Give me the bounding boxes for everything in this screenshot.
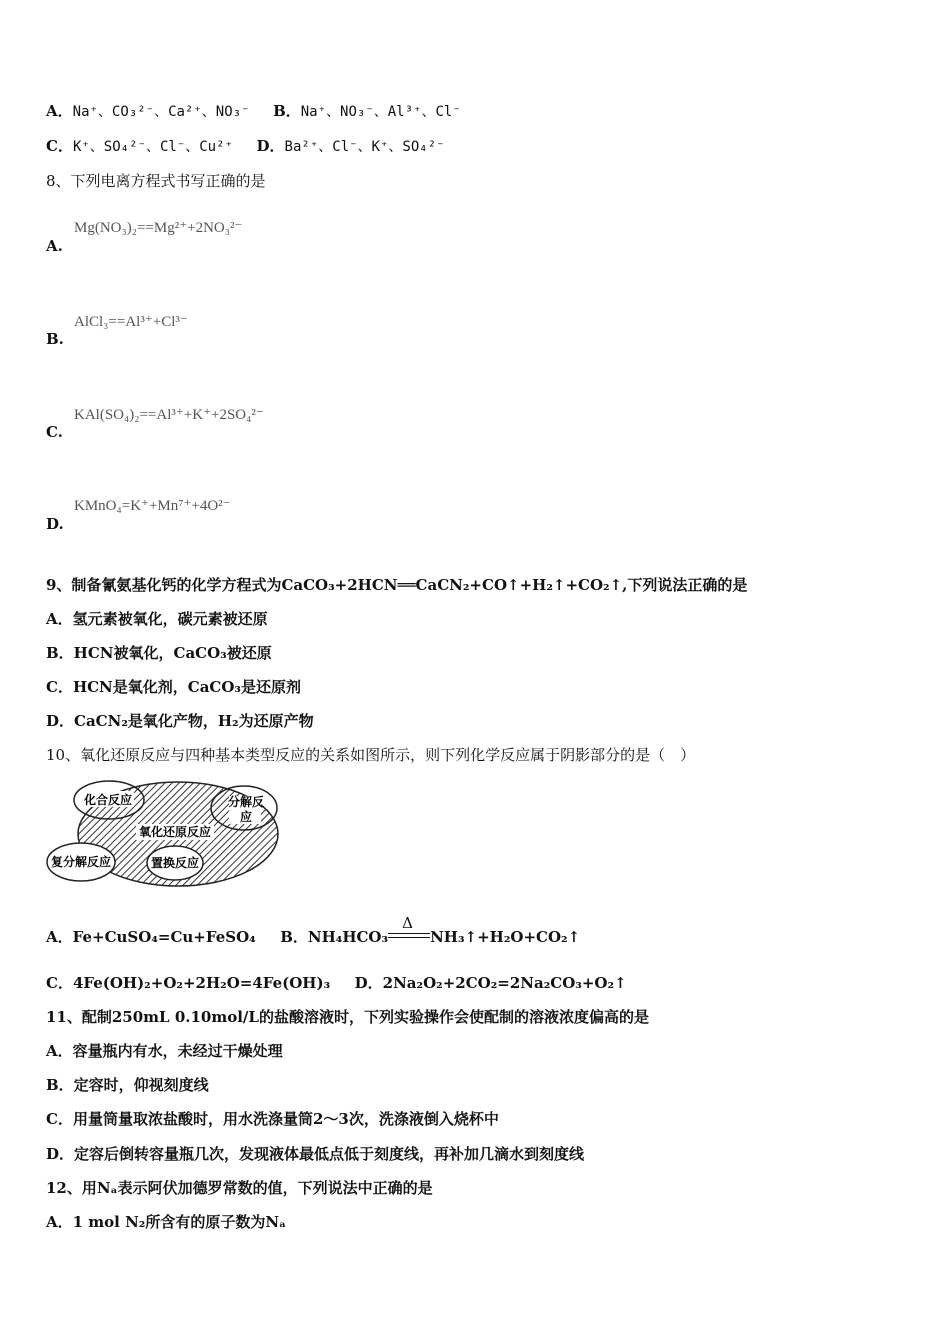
label-displacement: 置换反应 <box>150 856 200 870</box>
q11-option-d: D．定容后倒转容量瓶几次，发现液体最低点低于刻度线，再补加几滴水到刻度线 <box>46 1145 585 1163</box>
reaction-venn-diagram <box>44 776 284 888</box>
q10-options-ab <box>46 914 581 947</box>
q10-heat-arrow <box>388 914 430 945</box>
q7-row1 <box>46 101 461 122</box>
q10-heat-symbol: Δ <box>402 914 413 932</box>
q10-option-c: C．4Fe(OH)₂+O₂+2H₂O=4Fe(OH)₃ <box>46 974 331 992</box>
q7-b-text: Na⁺、NO₃⁻、Al³⁺、Cl⁻ <box>300 104 461 120</box>
q8-b-equation: AlCl₃==Al³⁺+Cl³⁻ <box>74 314 188 330</box>
label-double-decomposition: 复分解反应 <box>50 855 112 869</box>
q10-option-a: A．Fe+CuSO₄=Cu+FeSO₄ <box>46 928 256 946</box>
q8-d-label: D. <box>46 515 64 533</box>
q12-option-a: A．1 mol N₂所含有的原子数为Nₐ <box>46 1213 287 1231</box>
q10-options-cd <box>46 973 627 993</box>
q7-d-label: D． <box>256 137 285 155</box>
q7-row2 <box>46 136 445 157</box>
q7-d-text: Ba²⁺、Cl⁻、K⁺、SO₄²⁻ <box>284 139 445 155</box>
q10-stem: 10、氧化还原反应与四种基本类型反应的关系如图所示，则下列化学反应属于阴影部分的是（ ） <box>46 746 696 764</box>
q10-option-b-right: NH₃↑+H₂O+CO₂↑ <box>430 928 581 946</box>
q7-c-label: C． <box>46 137 73 155</box>
q7-b-label: B． <box>273 102 301 120</box>
q8-a-label: A. <box>46 237 63 255</box>
label-decomposition-2: 应 <box>239 810 253 824</box>
q11-option-c: C．用量筒量取浓盐酸时，用水洗涤量筒2～3次，洗涤液倒入烧杯中 <box>46 1110 499 1128</box>
q11-option-b: B．定容时，仰视刻度线 <box>46 1076 209 1094</box>
q12-stem: 12、用Nₐ表示阿伏加德罗常数的值，下列说法中正确的是 <box>46 1179 433 1197</box>
q8-b-label: B. <box>46 330 64 348</box>
q9-option-b: B．HCN被氧化，CaCO₃被还原 <box>46 644 272 662</box>
q8-c-equation: KAl(SO₄)₂==Al³⁺+K⁺+2SO₄²⁻ <box>74 407 264 423</box>
q8-c-label: C. <box>46 423 63 441</box>
label-combination: 化合反应 <box>83 793 133 807</box>
q8-d-equation: KMnO₄=K⁺+Mn⁷⁺+4O²⁻ <box>74 498 231 514</box>
q7-a-text: Na⁺、CO₃²⁻、Ca²⁺、NO₃⁻ <box>72 104 250 120</box>
q9-stem: 9、制备氰氨基化钙的化学方程式为CaCO₃+2HCN══CaCN₂+CO↑+H₂↑+CO₂↑,下列说法正确的是 <box>46 576 748 594</box>
q7-c-text: K⁺、SO₄²⁻、Cl⁻、Cu²⁺ <box>72 139 233 155</box>
q9-option-d: D．CaCN₂是氧化产物，H₂为还原产物 <box>46 712 314 730</box>
q10-option-d: D．2Na₂O₂+2CO₂=2Na₂CO₃+O₂↑ <box>354 974 627 992</box>
label-decomposition-1: 分解反 <box>227 795 265 809</box>
q8-stem: 8、下列电离方程式书写正确的是 <box>46 172 266 190</box>
q10-option-b-left: B．NH₄HCO₃ <box>280 928 389 946</box>
q7-a-label: A． <box>46 102 73 120</box>
q8-a-equation: Mg(NO₃)₂==Mg²⁺+2NO₃²⁻ <box>74 220 243 236</box>
q11-option-a: A．容量瓶内有水，未经过干燥处理 <box>46 1042 283 1060</box>
label-redox: 氧化还原反应 <box>138 825 212 839</box>
q9-option-a: A．氢元素被氧化，碳元素被还原 <box>46 610 268 628</box>
q11-stem: 11、配制250mL 0.10mol/L的盐酸溶液时，下列实验操作会使配制的溶液浓度偏高的是 <box>46 1008 649 1026</box>
q9-option-c: C．HCN是氧化剂，CaCO₃是还原剂 <box>46 678 301 696</box>
